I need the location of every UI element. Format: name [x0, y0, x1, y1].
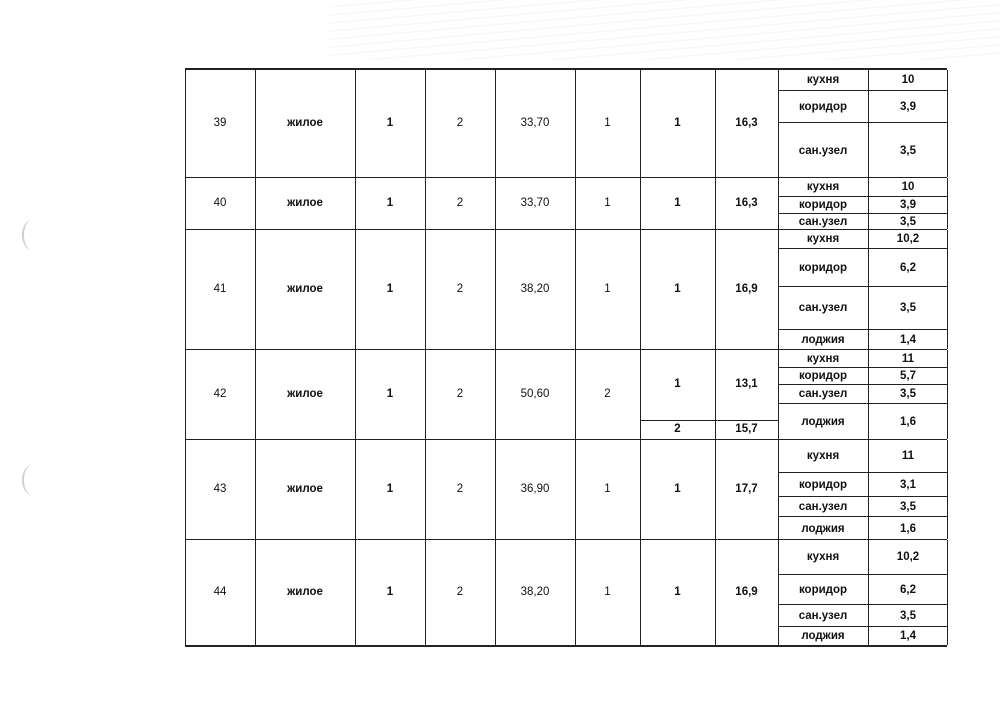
- auxiliary-room-name: сан.узел: [798, 302, 848, 314]
- premises-type: жилое: [287, 388, 323, 401]
- auxiliary-room-area: 11: [868, 350, 947, 367]
- room-count: 2: [604, 388, 611, 401]
- auxiliary-room-row: [778, 367, 947, 384]
- auxiliary-room-name: коридор: [798, 478, 848, 491]
- auxiliary-room-area: 3,9: [868, 91, 947, 122]
- table-row: [185, 178, 947, 230]
- auxiliary-room-row: [778, 626, 947, 645]
- auxiliary-room-row: [778, 403, 947, 440]
- section-value: 2: [456, 117, 464, 130]
- auxiliary-room-name: сан.узел: [798, 216, 848, 228]
- auxiliary-room-area: 3,5: [868, 385, 947, 403]
- auxiliary-room-area: 10,2: [868, 540, 947, 574]
- table-row: [185, 230, 947, 350]
- auxiliary-room-row: [778, 248, 947, 286]
- room-count: 1: [604, 197, 611, 210]
- auxiliary-room-name: кухня: [806, 74, 840, 86]
- room-number: 1: [674, 197, 681, 210]
- apartment-number: 44: [213, 585, 227, 598]
- auxiliary-room-name: лоджия: [801, 416, 845, 428]
- auxiliary-room-name: коридор: [798, 370, 848, 382]
- auxiliary-room-name: коридор: [798, 583, 848, 596]
- floor-value: 1: [386, 585, 394, 598]
- auxiliary-room-row: [778, 440, 947, 472]
- section-value: 2: [456, 483, 464, 496]
- auxiliary-room-area: 1,6: [868, 517, 947, 540]
- auxiliary-room-row: [778, 230, 947, 248]
- auxiliary-room-name: кухня: [806, 551, 840, 563]
- floor-value: 1: [386, 197, 394, 210]
- auxiliary-room-row: [778, 178, 947, 196]
- auxiliary-room-area: 5,7: [868, 368, 947, 384]
- room-number: 1: [674, 585, 681, 598]
- auxiliary-room-row: [778, 286, 947, 329]
- column-divider: [947, 440, 948, 539]
- auxiliary-room-name: кухня: [806, 352, 840, 365]
- auxiliary-room-row: [778, 350, 947, 367]
- auxiliary-room-name: кухня: [806, 450, 840, 462]
- auxiliary-room-row: [778, 496, 947, 516]
- table-row: [185, 440, 947, 540]
- room-count: 1: [604, 117, 611, 130]
- auxiliary-room-area: 3,9: [868, 197, 947, 213]
- room-number: 1: [674, 283, 681, 296]
- premises-type: жилое: [287, 283, 323, 296]
- auxiliary-room-row: [778, 213, 947, 230]
- auxiliary-room-name: сан.узел: [798, 144, 848, 157]
- floor-value: 1: [386, 483, 394, 496]
- auxiliary-room-area: 6,2: [868, 249, 947, 286]
- floor-value: 1: [386, 117, 394, 130]
- auxiliary-room-name: лоджия: [801, 334, 845, 346]
- auxiliary-room-row: [778, 329, 947, 350]
- room-area: 13,1: [735, 378, 758, 391]
- apartment-number: 43: [213, 483, 227, 496]
- auxiliary-room-area: 6,2: [868, 575, 947, 604]
- auxiliary-room-name: сан.узел: [798, 388, 848, 400]
- column-divider: [947, 70, 948, 177]
- section-value: 2: [456, 585, 464, 598]
- room-area: 16,3: [735, 197, 758, 210]
- column-divider: [947, 178, 948, 229]
- premises-type: жилое: [287, 585, 323, 598]
- apartment-number: 42: [213, 388, 227, 401]
- auxiliary-room-area: 3,5: [868, 605, 947, 626]
- auxiliary-room-row: [778, 516, 947, 540]
- table-row: [185, 350, 947, 440]
- room-area: 16,9: [735, 283, 758, 296]
- total-area: 38,20: [520, 283, 550, 296]
- auxiliary-room-name: коридор: [798, 100, 848, 113]
- column-divider: [947, 540, 948, 645]
- total-area: 50,60: [520, 388, 550, 401]
- auxiliary-room-row: [778, 196, 947, 213]
- scan-noise: [330, 0, 1000, 60]
- auxiliary-room-area: 3,1: [868, 473, 947, 496]
- auxiliary-room-name: коридор: [798, 199, 848, 211]
- auxiliary-room-area: 3,5: [868, 123, 947, 178]
- floor-value: 1: [386, 388, 394, 401]
- auxiliary-room-row: [778, 604, 947, 626]
- auxiliary-room-name: сан.узел: [798, 609, 848, 622]
- premises-type: жилое: [287, 197, 323, 210]
- auxiliary-room-area: 10,2: [868, 230, 947, 248]
- auxiliary-room-row: [778, 540, 947, 574]
- column-divider: [947, 230, 948, 349]
- column-divider: [947, 350, 948, 439]
- floor-value: 1: [386, 283, 394, 296]
- section-value: 2: [456, 388, 464, 401]
- punch-hole-mark: [22, 220, 42, 250]
- room-number: 1: [674, 117, 681, 130]
- total-area: 33,70: [520, 197, 550, 210]
- room-area: 17,7: [735, 483, 758, 496]
- room-number: 1: [674, 378, 681, 391]
- section-value: 2: [456, 197, 464, 210]
- room-area: 15,7: [735, 423, 758, 436]
- auxiliary-room-area: 1,6: [868, 404, 947, 440]
- room-count: 1: [604, 483, 611, 496]
- table-row: [185, 540, 947, 645]
- auxiliary-room-area: 10: [868, 178, 947, 196]
- auxiliary-room-name: коридор: [798, 261, 848, 274]
- auxiliary-room-name: кухня: [806, 233, 840, 245]
- auxiliary-room-area: 11: [868, 440, 947, 472]
- auxiliary-room-row: [778, 70, 947, 90]
- section-value: 2: [456, 283, 464, 296]
- apartment-table: [185, 68, 947, 647]
- auxiliary-room-area: 1,4: [868, 627, 947, 645]
- room-area: 16,9: [735, 585, 758, 598]
- total-area: 33,70: [520, 117, 550, 130]
- punch-hole-mark: [22, 465, 42, 495]
- document-page: [185, 68, 947, 647]
- room-number: 1: [674, 483, 681, 496]
- premises-type: жилое: [287, 483, 323, 496]
- table-row: [185, 70, 947, 178]
- total-area: 38,20: [520, 585, 550, 598]
- auxiliary-room-area: 3,5: [868, 497, 947, 516]
- room-count: 1: [604, 283, 611, 296]
- auxiliary-room-row: [778, 574, 947, 604]
- auxiliary-room-row: [778, 384, 947, 403]
- premises-type: жилое: [287, 117, 323, 130]
- auxiliary-room-row: [778, 90, 947, 122]
- auxiliary-room-area: 3,5: [868, 287, 947, 329]
- room-count: 1: [604, 585, 611, 598]
- auxiliary-room-row: [778, 472, 947, 496]
- auxiliary-room-name: сан.узел: [798, 500, 848, 513]
- auxiliary-room-name: кухня: [806, 181, 840, 193]
- apartment-number: 39: [213, 117, 227, 130]
- total-area: 36,90: [520, 483, 550, 496]
- apartment-number: 41: [213, 283, 227, 296]
- auxiliary-room-area: 1,4: [868, 330, 947, 350]
- auxiliary-room-row: [778, 122, 947, 178]
- auxiliary-room-area: 10: [868, 70, 947, 90]
- room-number: 2: [674, 423, 681, 436]
- auxiliary-room-name: лоджия: [801, 522, 845, 535]
- apartment-number: 40: [213, 197, 227, 210]
- auxiliary-room-area: 3,5: [868, 214, 947, 230]
- room-area: 16,3: [735, 117, 758, 130]
- auxiliary-room-name: лоджия: [801, 630, 845, 642]
